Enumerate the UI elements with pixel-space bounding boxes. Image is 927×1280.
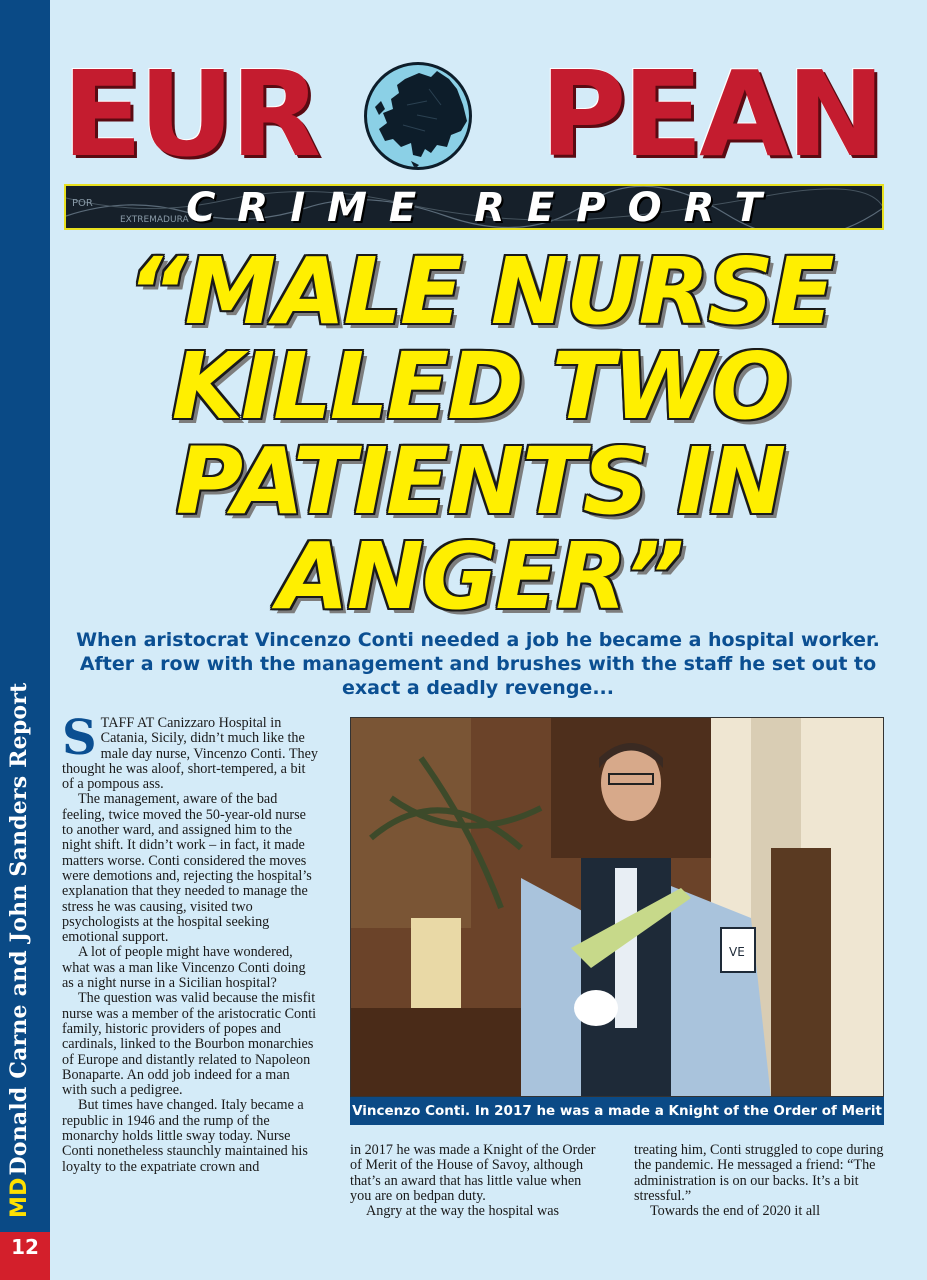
article-column-1 (62, 710, 318, 1175)
headline-line-2: KILLED TWO (171, 333, 789, 440)
photo-badge: VE (729, 945, 745, 959)
headline-line-1: “MALE NURSE (127, 238, 833, 345)
paragraph: Angry at the way the hospital was (366, 1203, 560, 1220)
map-label-extremadura: EXTREMADURA (120, 215, 189, 225)
paragraph: treating him, Conti struggled to cope during the pandemic. He messaged a friend: “The administration is on our backs. It’s a bit stressful.” (634, 1142, 884, 1204)
paragraph: The question was valid because the misfit nurse was a member of the aristocratic Conti family, historic providers of popes and cardinals, linked to the Bourbon monarchies of Europe and distantly related to Napoleon Bonaparte. An odd job indeed for a man with such a pedigree. (62, 990, 317, 1099)
paragraph: But times have changed. Italy became a republic in 1946 and the rump of the monarchy holds little sway today. Nurse Conti nonetheless staunchly maintained his loyalty to the expatriate crown and (62, 1097, 308, 1175)
photo-caption: Vincenzo Conti. In 2017 he was a made a Knight of the Order of Merit (350, 1097, 884, 1125)
page-number: 12 (0, 1232, 50, 1280)
paragraph: in 2017 he was made a Knight of the Order of Merit of the House of Savoy, although that’s an award that has little value when you are on bedpan duty. (350, 1142, 596, 1204)
article-column-3 (634, 1143, 888, 1219)
map-label-por: POR (72, 198, 93, 209)
crime-report-title: CRIME REPORT (186, 185, 784, 230)
headline-line-3: PATIENTS IN (175, 428, 785, 535)
paragraph: The management, aware of the bad feeling, twice moved the 50-year-old nurse to another ward, and assigned him to the night shift. It didn’t work – in fact, it made matters worse. Conti considered the moves were demotions and, rejecting the hospital’s explanation that they needed to manage the stress he was causing, visited two psychologists at the hospital seeking emotional support. (62, 791, 312, 946)
spine-title (6, 683, 32, 1218)
md-logo: MD (7, 1177, 32, 1218)
left-spine (0, 0, 50, 1280)
article-column-2 (350, 1143, 604, 1219)
crime-report-band (64, 184, 884, 230)
headline (80, 238, 880, 630)
article-photo (350, 717, 884, 1097)
paragraph: STAFF AT Canizzaro Hospital in Catania, Sicily, didn’t much like the male day nurse, Vincenzo Conti. They thought he was aloof, short-tempered, a bit of a pompous ass. (62, 710, 318, 793)
masthead-pean: PEAN (540, 45, 882, 183)
europe-globe-icon (364, 62, 472, 170)
spine-report-name: Donald Carne and John Sanders Report (6, 682, 32, 1176)
paragraph: Towards the end of 2020 it all (650, 1203, 821, 1220)
masthead (62, 45, 884, 183)
standfirst: When aristocrat Vincenzo Conti needed a job he became a hospital worker. After a row with the management and brushes with the staff he set out to exact a deadly revenge... (76, 629, 880, 699)
masthead-eur: EUR (62, 45, 318, 183)
paragraph: A lot of people might have wondered, what was a man like Vincenzo Conti doing as a night nurse in a Sicilian hospital? (62, 944, 306, 992)
headline-line-4: ANGER” (277, 523, 683, 630)
drop-cap: S (62, 710, 97, 766)
